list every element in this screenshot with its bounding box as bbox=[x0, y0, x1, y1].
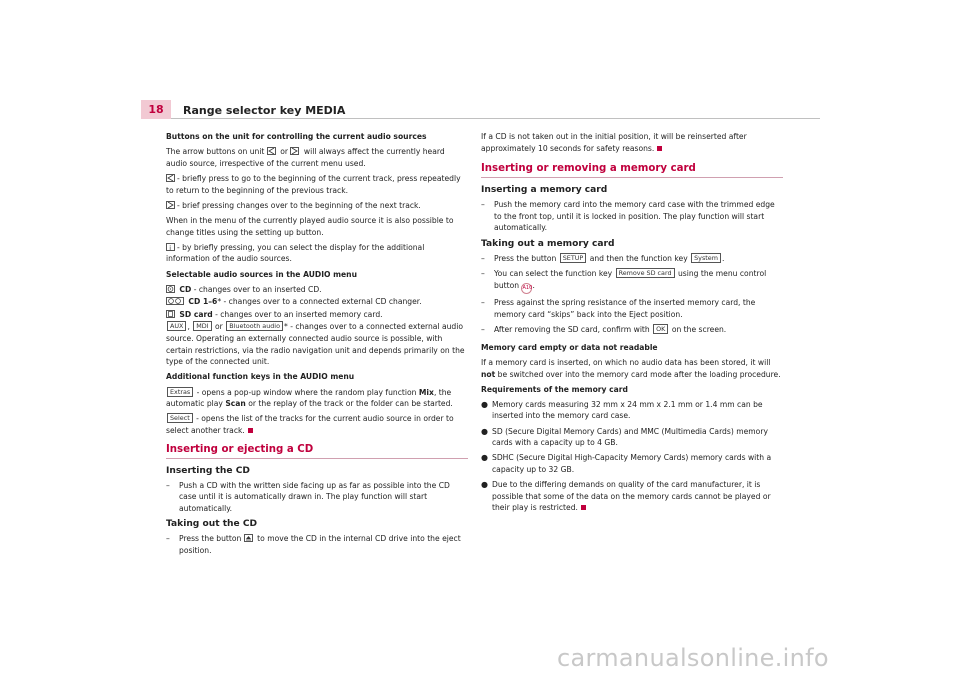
left-column bbox=[166, 131, 468, 560]
bluetooth-audio-key: Bluetooth audio bbox=[226, 321, 283, 331]
eject-icon bbox=[244, 534, 253, 542]
header-rule bbox=[171, 118, 820, 119]
cd-icon bbox=[166, 285, 175, 293]
a10-reference: A10 bbox=[521, 283, 532, 294]
requirement-item: ● SD (Secure Digital Memory Cards) and MMC (Multimedia Cards) memory cards with a capacity up to 4 GB. bbox=[481, 426, 768, 448]
inserting-cd-title: Inserting the CD bbox=[166, 465, 250, 476]
empty-card-heading: Memory card empty or data not readable bbox=[481, 342, 658, 352]
sd-source: SD card - changes over to an inserted memory card. bbox=[166, 309, 468, 321]
cd-changer-icon bbox=[166, 297, 184, 305]
extras-description: Extras - opens a pop-up window where the random play function Mix, the automatic play Scan or the replay of the track or the folder can be started. bbox=[166, 387, 453, 409]
section-heading-cd: Inserting or ejecting a CD bbox=[166, 443, 468, 459]
taking-out-cd-step: – Press the button to move the CD in the internal CD drive into the eject position. bbox=[166, 533, 468, 556]
setup-key: SETUP bbox=[560, 253, 587, 263]
remove-sd-card-key: Remove SD card bbox=[616, 268, 675, 278]
select-description: Select - opens the list of the tracks for the current audio source in order to select another track. bbox=[166, 414, 454, 435]
page-number: 18 bbox=[141, 100, 171, 119]
watermark: carmanualsonline.info bbox=[557, 644, 829, 672]
extras-key: Extras bbox=[167, 387, 193, 397]
aux-key: AUX bbox=[167, 321, 186, 331]
requirements-heading: Requirements of the memory card bbox=[481, 384, 628, 394]
section-heading-memory-card: Inserting or removing a memory card bbox=[481, 162, 783, 178]
taking-card-step-4: – After removing the SD card, confirm with OK on the screen. bbox=[481, 324, 783, 336]
mdi-key: MDI bbox=[193, 321, 211, 331]
taking-card-step-1: – Press the button SETUP and then the function key System . bbox=[481, 253, 783, 265]
end-mark-icon bbox=[657, 146, 662, 151]
next-arrow-icon bbox=[166, 201, 175, 209]
selectable-heading: Selectable audio sources in the AUDIO menu bbox=[166, 269, 357, 279]
inserting-cd-step: – Push a CD with the written side facing up as far as possible into the CD case until it is automatically drawn in. The play function will start automatically. bbox=[166, 480, 468, 515]
system-key: System bbox=[691, 253, 721, 263]
running-title: Range selector key MEDIA bbox=[183, 104, 346, 117]
requirement-item: ● Memory cards measuring 32 mm x 24 mm x 2.1 mm or 1.4 mm can be inserted into the memory card case. bbox=[481, 399, 763, 421]
info-icon bbox=[166, 243, 175, 251]
arrow-paragraph: The arrow buttons on unit or will always affect the currently heard audio source, irrespective of the current menu used. bbox=[166, 147, 445, 168]
cd-changer-source: CD 1–6* - changes over to a connected external CD changer. bbox=[166, 296, 468, 308]
right-column bbox=[481, 131, 783, 518]
prev-description: - briefly press to go to the beginning of the current track, press repeatedly to return to the beginning of the previous track. bbox=[166, 173, 461, 195]
taking-card-title: Taking out a memory card bbox=[481, 238, 615, 249]
taking-out-cd-title: Taking out the CD bbox=[166, 519, 258, 530]
external-source: AUX , MDI or Bluetooth audio * - changes over to a connected external audio source. Operating an externally connected audio source is possible, with certain restrictions, via the radio navigation unit and depends primarily on the type of the connected unit. bbox=[166, 322, 465, 367]
cd-source: CD - changes over to an inserted CD. bbox=[166, 284, 468, 296]
prev-arrow-icon bbox=[267, 147, 276, 155]
taking-card-step-3: – Press against the spring resistance of the inserted memory card, the memory card “skips” back into the Eject position. bbox=[481, 297, 783, 320]
prev-arrow-icon bbox=[166, 174, 175, 182]
taking-card-step-2: – You can select the function key Remove SD card using the menu control button A10. bbox=[481, 268, 783, 294]
next-arrow-icon bbox=[290, 147, 299, 155]
additional-heading: Additional function keys in the AUDIO menu bbox=[166, 372, 355, 382]
cd-reinsert-note: If a CD is not taken out in the initial position, it will be reinserted after approximately 10 seconds for safety reasons. bbox=[481, 132, 747, 153]
requirement-item: ● SDHC (Secure Digital High-Capacity Memory Cards) memory cards with a capacity up to 32 GB. bbox=[481, 453, 772, 475]
end-mark-icon bbox=[581, 505, 586, 510]
select-key: Select bbox=[167, 413, 193, 423]
setting-up-paragraph: When in the menu of the currently played audio source it is also possible to change titles using the setting up button. bbox=[166, 215, 454, 237]
next-description: - brief pressing changes over to the beginning of the next track. bbox=[166, 200, 468, 212]
svg-text:i: i bbox=[169, 243, 172, 250]
info-description: i - by briefly pressing, you can select the display for the additional information of the audio sources. bbox=[166, 242, 425, 264]
inserting-card-step: – Push the memory card into the memory card case with the trimmed edge to the front top, until it is locked in position. The play function will start automatically. bbox=[481, 199, 783, 234]
inserting-card-title: Inserting a memory card bbox=[481, 185, 608, 196]
end-mark-icon bbox=[248, 428, 253, 433]
sd-card-icon bbox=[166, 310, 175, 318]
requirement-item: ● Due to the differing demands on quality of the card manufacturer, it is possible that some of the data on the memory cards cannot be played or their play is restricted. bbox=[481, 480, 771, 513]
buttons-heading: Buttons on the unit for controlling the current audio sources bbox=[166, 132, 427, 141]
ok-key: OK bbox=[653, 324, 668, 334]
empty-card-paragraph: If a memory card is inserted, on which no audio data has been stored, it will not be switched over into the memory card mode after the loading procedure. bbox=[481, 357, 781, 379]
